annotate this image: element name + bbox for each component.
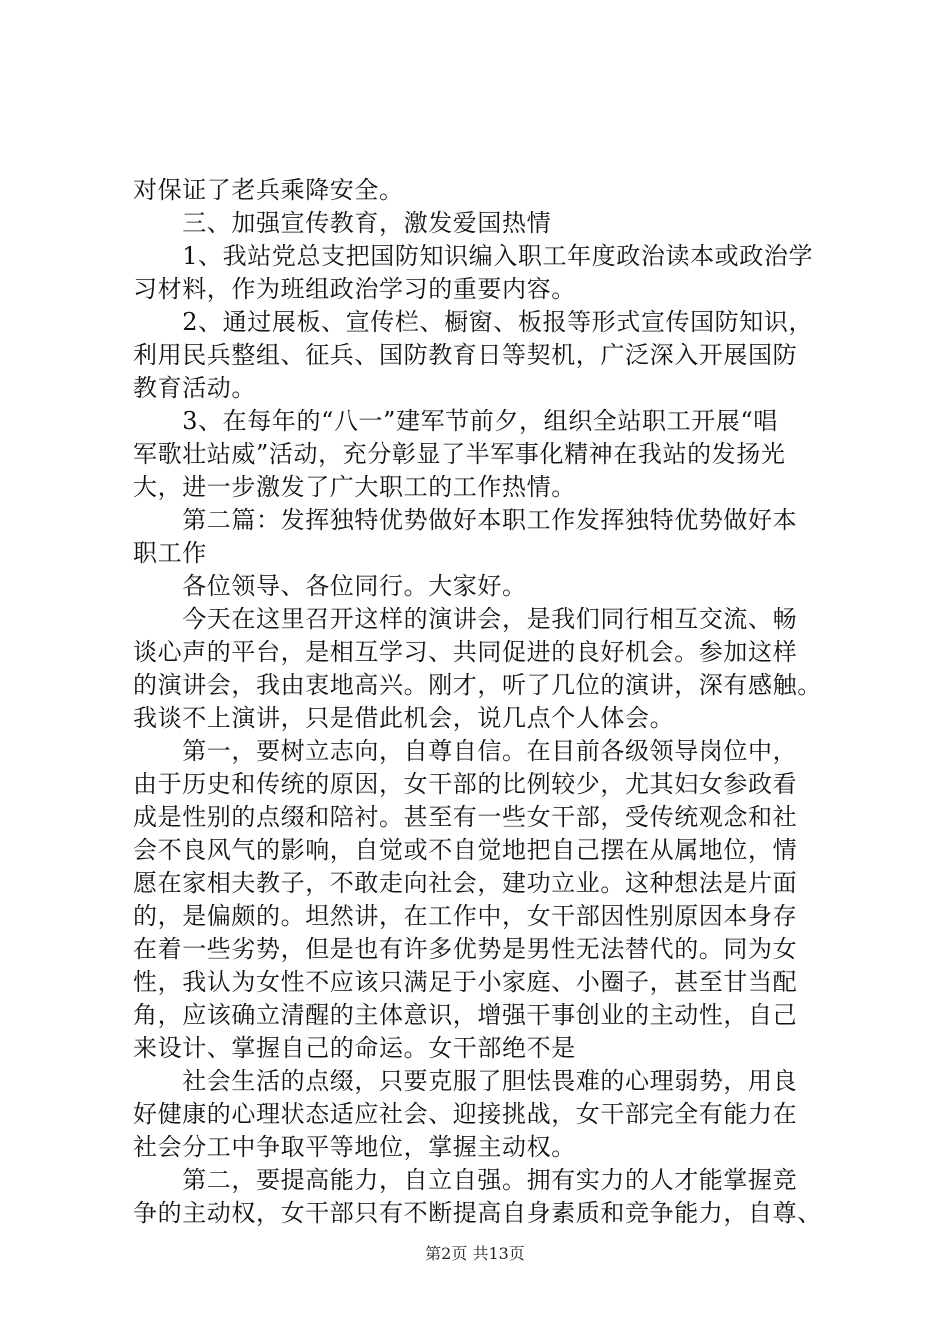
text-line: 愿在家相夫教子，不敢走向社会，建功立业。这种想法是片面 xyxy=(133,869,798,897)
text-line: 会不良风气的影响，自觉或不自觉地把自己摆在从属地位，情 xyxy=(133,836,798,864)
text-line: 由于历史和传统的原因，女干部的比例较少，尤其妇女参政看 xyxy=(133,770,798,798)
text-line: 好健康的心理状态适应社会、迎接挑战，女干部完全有能力在 xyxy=(133,1100,798,1128)
chapter-title: 职工作 xyxy=(133,539,207,567)
text-line: 1、我站党总支把国防知识编入职工年度政治读本或政治学 xyxy=(133,242,814,270)
text-line: 社会生活的点缀，只要克服了胆怯畏难的心理弱势，用良 xyxy=(133,1067,798,1095)
text-line: 争的主动权，女干部只有不断提高自身素质和竞争能力，自尊、 xyxy=(133,1199,822,1227)
text-line: 第一，要树立志向，自尊自信。在目前各级领导岗位中， xyxy=(133,737,798,765)
text-line: 对保证了老兵乘降安全。 xyxy=(133,176,404,204)
text-line: 利用民兵整组、征兵、国防教育日等契机，广泛深入开展国防 xyxy=(133,341,798,369)
greeting-line: 各位领导、各位同行。大家好。 xyxy=(133,572,527,600)
text-line: 在着一些劣势，但是也有许多优势是男性无法替代的。同为女 xyxy=(133,935,798,963)
text-line: 军歌壮站威”活动，充分彰显了半军事化精神在我站的发扬光 xyxy=(133,440,786,468)
text-line: 我谈不上演讲，只是借此机会，说几点个人体会。 xyxy=(133,704,675,732)
text-line: 3、在每年的“八一”建军节前夕，组织全站职工开展“唱 xyxy=(133,407,778,435)
text-line: 来设计、掌握自己的命运。女干部绝不是 xyxy=(133,1034,576,1062)
text-line: 性，我认为女性不应该只满足于小家庭、小圈子，甚至甘当配 xyxy=(133,968,798,996)
chapter-title: 第二篇：发挥独特优势做好本职工作发挥独特优势做好本 xyxy=(133,506,798,534)
text-line: 谈心声的平台，是相互学习、共同促进的良好机会。参加这样 xyxy=(133,638,798,666)
text-line: 习材料，作为班组政治学习的重要内容。 xyxy=(133,275,576,303)
text-line: 大，进一步激发了广大职工的工作热情。 xyxy=(133,473,576,501)
text-line: 的，是偏颇的。坦然讲，在工作中，女干部因性别原因本身存 xyxy=(133,902,798,930)
text-line: 角，应该确立清醒的主体意识，增强干事创业的主动性，自己 xyxy=(133,1001,798,1029)
text-line: 教育活动。 xyxy=(133,374,256,402)
text-line: 社会分工中争取平等地位，掌握主动权。 xyxy=(133,1133,576,1161)
section-heading: 三、加强宣传教育，激发爱国热情 xyxy=(133,209,552,237)
text-line: 的演讲会，我由衷地高兴。刚才，听了几位的演讲，深有感触。 xyxy=(133,671,822,699)
text-line: 成是性别的点缀和陪衬。甚至有一些女干部，受传统观念和社 xyxy=(133,803,798,831)
page-number: 第2页 共13页 xyxy=(425,1244,525,1263)
text-line: 第二，要提高能力，自立自强。拥有实力的人才能掌握竞 xyxy=(133,1166,798,1194)
text-line: 今天在这里召开这样的演讲会，是我们同行相互交流、畅 xyxy=(133,605,798,633)
text-line: 2、通过展板、宣传栏、橱窗、板报等形式宣传国防知识， xyxy=(133,308,814,336)
